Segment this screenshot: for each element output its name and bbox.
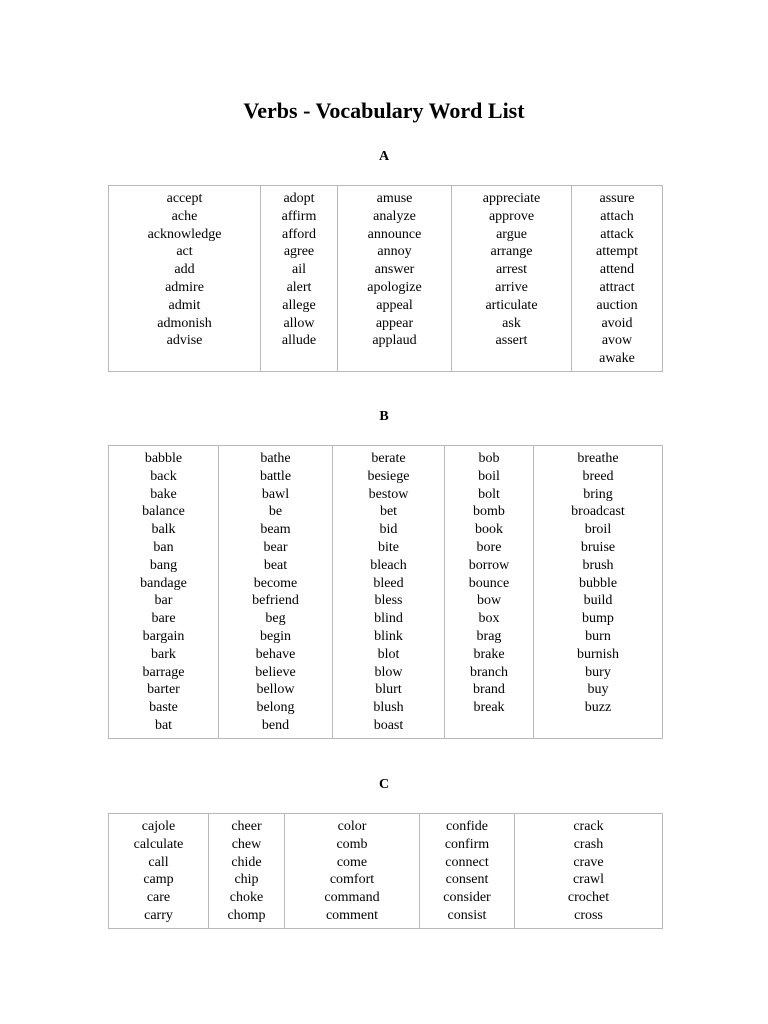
word-item: confide <box>446 819 488 834</box>
word-item: burnish <box>577 646 619 662</box>
word-item: appreciate <box>482 191 541 206</box>
word-item: cajole <box>141 819 176 834</box>
word-item: beg <box>265 611 286 627</box>
word-item: balk <box>151 522 176 538</box>
word-item: comment <box>325 907 379 923</box>
word-item: bubble <box>578 575 618 591</box>
section-letter-a: A <box>378 149 390 164</box>
word-item: bark <box>151 646 176 662</box>
word-item: bare <box>151 611 176 627</box>
word-item: blow <box>374 664 403 680</box>
word-item: arrest <box>495 262 528 278</box>
word-item: boast <box>373 717 404 733</box>
word-item: appear <box>375 315 414 331</box>
word-item: approve <box>488 208 535 224</box>
word-column <box>420 814 515 929</box>
word-item: bid <box>379 522 398 538</box>
word-item: affirm <box>281 208 317 224</box>
word-column <box>338 186 452 372</box>
word-item: barrage <box>142 664 185 680</box>
word-column <box>109 814 209 929</box>
word-item: bawl <box>261 486 290 502</box>
word-item: blind <box>374 611 403 627</box>
word-item: chew <box>231 836 262 852</box>
word-item: crack <box>573 819 604 834</box>
word-item: chip <box>234 872 259 888</box>
word-item: ban <box>153 539 174 555</box>
word-item: become <box>253 575 298 591</box>
word-item: buzz <box>584 700 612 716</box>
word-item: advise <box>166 333 203 349</box>
word-item: comfort <box>329 872 375 888</box>
word-item: amuse <box>376 191 413 206</box>
word-item: baste <box>149 700 178 716</box>
word-item: avow <box>601 333 633 349</box>
word-item: break <box>473 700 505 716</box>
word-item: confirm <box>444 836 490 852</box>
word-item: bolt <box>478 486 500 502</box>
word-item: articulate <box>485 297 538 313</box>
word-column <box>209 814 285 929</box>
word-item: arrange <box>490 244 533 260</box>
word-item: appeal <box>376 297 413 313</box>
word-item: crawl <box>572 872 605 888</box>
word-item: calculate <box>133 836 184 852</box>
word-item: breed <box>582 468 614 484</box>
word-item: avoid <box>601 315 633 331</box>
word-item: bathe <box>260 451 291 466</box>
word-item: bang <box>149 557 178 573</box>
word-item: allow <box>283 315 315 331</box>
word-item: blot <box>377 646 400 662</box>
word-item: brake <box>473 646 505 662</box>
word-item: bump <box>582 611 614 627</box>
word-item: bow <box>476 593 502 609</box>
word-item: bet <box>379 504 398 520</box>
section-letter-b: B <box>379 409 389 424</box>
page-title: Verbs - Vocabulary Word List <box>243 98 525 123</box>
word-column <box>452 186 572 372</box>
word-item: attach <box>600 208 634 224</box>
word-item: bend <box>261 717 290 733</box>
word-item: consist <box>447 907 487 923</box>
word-item: burn <box>585 628 611 644</box>
word-item: chide <box>231 854 262 870</box>
word-item: bob <box>478 451 500 466</box>
word-item: blurt <box>375 682 402 698</box>
word-item: beam <box>260 522 291 538</box>
word-item: behave <box>255 646 296 662</box>
word-item: act <box>176 244 193 260</box>
word-item: consent <box>445 872 489 888</box>
word-item: command <box>324 890 380 906</box>
word-item: bury <box>585 664 611 680</box>
word-item: admire <box>165 279 204 295</box>
word-item: berate <box>371 451 406 466</box>
word-item: camp <box>143 872 174 888</box>
word-item: back <box>150 468 177 484</box>
word-table-c <box>108 813 663 929</box>
table-row <box>109 186 663 372</box>
word-item: alert <box>286 279 312 295</box>
word-item: belong <box>256 700 295 716</box>
word-item: bless <box>374 593 403 609</box>
word-item: carry <box>144 907 173 923</box>
word-item: bellow <box>256 682 295 698</box>
word-item: barter <box>147 682 180 698</box>
word-item: box <box>478 611 500 627</box>
word-item: build <box>583 593 613 609</box>
word-item: book <box>475 522 503 538</box>
word-item: blink <box>374 628 403 644</box>
word-item: breathe <box>577 451 619 466</box>
word-item: cheer <box>231 819 262 834</box>
word-item: ask <box>502 315 521 331</box>
word-item: comb <box>336 836 368 852</box>
word-item: bomb <box>473 504 505 520</box>
word-item: consider <box>443 890 491 906</box>
word-item: connect <box>445 854 489 870</box>
word-item: crash <box>573 836 604 852</box>
word-item: bandage <box>140 575 187 591</box>
word-item: assure <box>599 191 635 206</box>
word-column <box>261 186 338 372</box>
word-item: analyze <box>373 208 416 224</box>
word-item: attack <box>600 226 634 242</box>
word-item: acknowledge <box>147 226 222 242</box>
word-item: cross <box>574 907 603 923</box>
word-item: bounce <box>468 575 510 591</box>
word-item: bite <box>378 539 399 555</box>
word-item: broadcast <box>571 504 625 520</box>
word-item: borrow <box>468 557 510 573</box>
word-item: attempt <box>596 244 638 260</box>
word-item: broil <box>584 522 612 538</box>
word-item: choke <box>229 890 264 906</box>
word-item: attract <box>599 279 635 295</box>
word-column <box>572 186 663 372</box>
word-item: call <box>148 854 169 870</box>
word-item: brand <box>473 682 505 698</box>
word-item: bake <box>150 486 177 502</box>
word-item: begin <box>259 628 292 644</box>
word-item: bleed <box>373 575 404 591</box>
word-item: brush <box>582 557 614 573</box>
word-column <box>333 446 445 739</box>
word-item: balance <box>142 504 185 520</box>
word-item: bear <box>263 539 288 555</box>
word-item: assert <box>495 333 528 349</box>
word-column <box>534 446 663 739</box>
word-item: blush <box>373 700 404 716</box>
word-item: awake <box>599 351 635 367</box>
word-item: come <box>336 854 368 870</box>
word-item: beat <box>263 557 288 573</box>
word-item: boil <box>478 468 500 484</box>
word-column <box>219 446 333 739</box>
word-item: admonish <box>157 315 212 331</box>
word-table-b <box>108 445 663 739</box>
word-item: argue <box>496 226 527 242</box>
word-item: battle <box>259 468 292 484</box>
word-item: attend <box>599 262 635 278</box>
word-item: afford <box>282 226 316 242</box>
word-item: bleach <box>370 557 407 573</box>
word-column <box>445 446 534 739</box>
word-item: buy <box>587 682 609 698</box>
word-item: crave <box>573 854 604 870</box>
word-item: admit <box>168 297 201 313</box>
word-item: ache <box>171 208 198 224</box>
word-item: chomp <box>227 907 266 923</box>
word-item: bargain <box>142 628 185 644</box>
word-item: allude <box>281 333 317 349</box>
word-item: color <box>337 819 367 834</box>
word-item: arrive <box>495 279 528 295</box>
word-item: babble <box>144 451 183 466</box>
table-row <box>109 814 663 929</box>
word-item: allege <box>282 297 316 313</box>
word-column <box>285 814 420 929</box>
word-item: brag <box>476 628 502 644</box>
word-item: bestow <box>368 486 409 502</box>
word-item: bring <box>583 486 613 502</box>
word-item: besiege <box>367 468 410 484</box>
word-item: ail <box>292 262 306 278</box>
word-item: befriend <box>252 593 299 609</box>
word-item: believe <box>255 664 296 680</box>
word-item: crochet <box>567 890 610 906</box>
word-item: accept <box>166 191 203 206</box>
word-item: bar <box>154 593 173 609</box>
word-item: adopt <box>283 191 315 206</box>
word-item: applaud <box>372 333 417 349</box>
word-item: answer <box>374 262 415 278</box>
word-item: branch <box>469 664 509 680</box>
word-item: announce <box>367 226 422 242</box>
word-column <box>515 814 663 929</box>
word-item: bruise <box>580 539 616 555</box>
word-item: bore <box>476 539 502 555</box>
word-table-a <box>108 185 663 372</box>
word-item: add <box>174 262 195 278</box>
word-item: apologize <box>367 279 422 295</box>
word-item: care <box>146 890 171 906</box>
word-item: agree <box>283 244 315 260</box>
table-row <box>109 446 663 739</box>
word-column <box>109 446 219 739</box>
word-item: be <box>268 504 283 520</box>
word-item: annoy <box>377 244 412 260</box>
word-item: auction <box>596 297 638 313</box>
word-column <box>109 186 261 372</box>
section-letter-c: C <box>378 777 390 792</box>
word-item: bat <box>154 717 173 733</box>
